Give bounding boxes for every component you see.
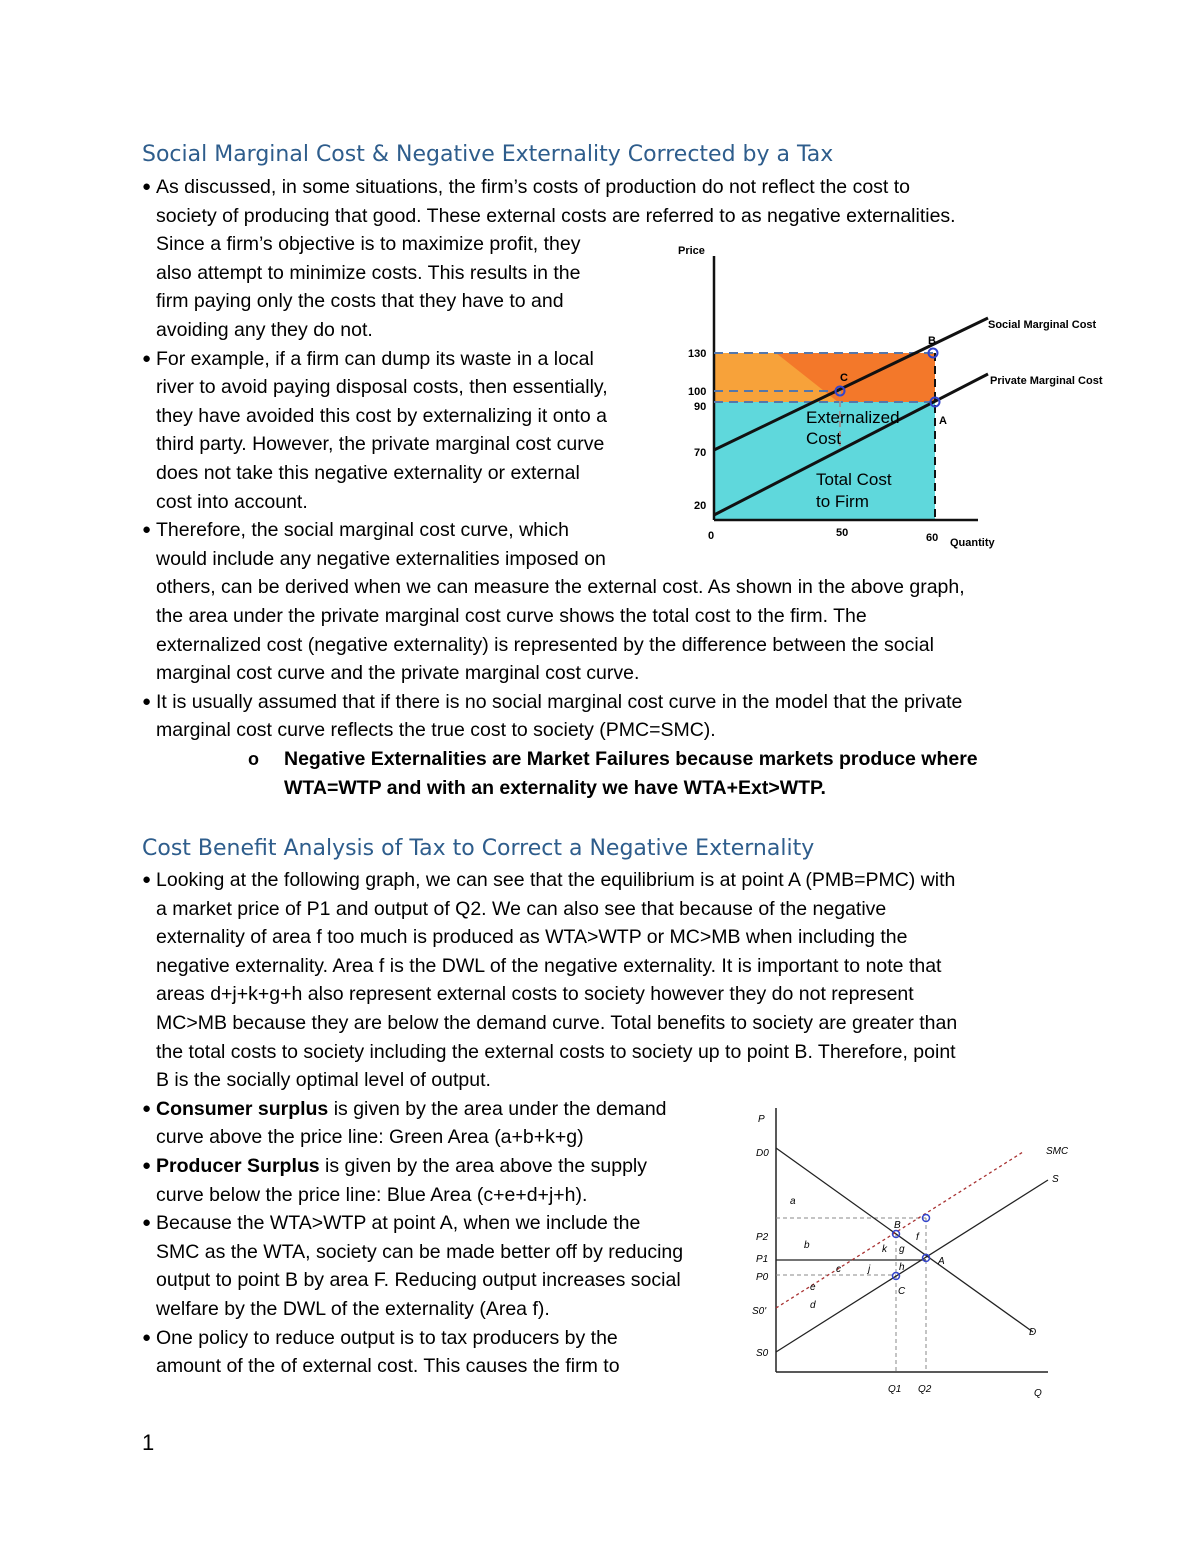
area-d-label: d — [810, 1300, 816, 1311]
paragraph-line: Since a firm’s objective is to maximize profit, they — [156, 233, 581, 256]
paragraph-line: It is usually assumed that if there is no social marginal cost curve in the model that the private — [156, 690, 963, 713]
paragraph-line: does not take this negative externality or external — [156, 462, 580, 484]
point-a-label: A — [938, 1256, 945, 1267]
paragraph-line: curve below the price line: Blue Area (c+e+d+j+h). — [156, 1183, 588, 1206]
paragraph-line: MC>MB because they are below the demand curve. Total benefits to society are greater than — [156, 1012, 958, 1034]
producer-surplus-line — [156, 1152, 647, 1181]
x-axis-label: Q — [1034, 1388, 1042, 1399]
area-e-label: e — [810, 1282, 816, 1293]
tax-correction-graph — [748, 1100, 1068, 1400]
paragraph-line: externalized cost (negative externality) is represented by the difference between the social — [156, 633, 934, 656]
section-heading-cost-benefit: Cost Benefit Analysis of Tax to Correct a Negative Externality — [142, 836, 815, 861]
bullet-icon: ● — [142, 521, 152, 539]
paragraph-line: society of producing that good. These external costs are referred to as negative externalities. — [156, 204, 956, 227]
total-cost-label-1: Total Cost — [816, 470, 892, 489]
y-tick-s0-prime: S0' — [752, 1306, 767, 1317]
paragraph-line: welfare by the DWL of the externality (Area f). — [156, 1298, 550, 1320]
x-tick-q1: Q1 — [888, 1384, 902, 1395]
y-tick-20: 20 — [694, 500, 707, 512]
bold-sub-line: Negative Externalities are Market Failures because markets produce where — [284, 748, 978, 770]
area-h-label: h — [899, 1262, 905, 1273]
supply-curve — [776, 1180, 1048, 1352]
pmc-curve-label: Private Marginal Cost — [990, 375, 1103, 387]
bullet-icon: ● — [142, 692, 152, 710]
paragraph-line: areas d+j+k+g+h also represent external costs to society however they do not represent — [156, 983, 914, 1006]
total-cost-label-2: to Firm — [816, 492, 869, 511]
paragraph-line: externality of area f too much is produced as WTA>WTP or MC>MB when including the — [156, 926, 908, 949]
paragraph-line: negative externality. Area f is the DWL of the negative externality. It is important to note that — [156, 954, 942, 977]
bullet-icon: ● — [142, 1214, 152, 1232]
demand-curve-label: D — [1029, 1327, 1037, 1338]
x-tick-q2: Q2 — [918, 1384, 932, 1395]
paragraph-line: river to avoid paying disposal costs, then essentially, — [156, 376, 608, 399]
paragraph-line: marginal cost curve and the private marginal cost curve. — [156, 662, 640, 685]
area-b-label: b — [804, 1240, 810, 1251]
paragraph-line: also attempt to minimize costs. This results in the — [156, 261, 581, 284]
paragraph-line: the total costs to society including the external costs to society up to point B. Therefore, point — [156, 1040, 956, 1063]
paragraph-line: they have avoided this cost by externalizing it onto a — [156, 404, 607, 427]
paragraph-line: As discussed, in some situations, the firm’s costs of production do not reflect the cost to — [156, 176, 911, 198]
bullet-icon: ● — [142, 1099, 152, 1117]
point-c-label: C — [898, 1286, 906, 1297]
consumer-surplus-text: is given by the area under the demand — [328, 1097, 667, 1120]
paragraph-line: One policy to reduce output is to tax producers by the — [156, 1326, 618, 1349]
area-a-label: a — [790, 1196, 796, 1207]
y-axis-label: P — [758, 1114, 765, 1125]
paragraph-line: output to point B by area F. Reducing output increases social — [156, 1269, 681, 1292]
bullet-icon: ● — [142, 349, 152, 367]
bullet-icon: ● — [142, 871, 152, 888]
paragraph-line: third party. However, the private marginal cost curve — [156, 433, 605, 456]
y-tick-p2: P2 — [756, 1232, 769, 1243]
paragraph-line: Because the WTA>WTP at point A, when we include the — [156, 1212, 641, 1235]
paragraph-line: others, can be derived when we can measure the external cost. As shown in the above graph, — [156, 576, 965, 599]
bullet-icon: ● — [142, 1157, 152, 1174]
point-c-label: C — [840, 372, 848, 384]
point-b-label: B — [894, 1220, 901, 1231]
paragraph-line: cost into account. — [156, 490, 308, 513]
paragraph-line: For example, if a firm can dump its waste in a local — [156, 347, 594, 370]
externalized-cost-label-1: Externalized — [806, 408, 900, 427]
producer-surplus-text: is given by the area above the supply — [319, 1155, 648, 1177]
y-tick-130: 130 — [688, 348, 707, 360]
consumer-surplus-line — [156, 1095, 667, 1124]
bold-sub-line: WTA=WTP and with an externality we have WTA+Ext>WTP. — [284, 776, 826, 799]
bullet-icon: ● — [142, 178, 152, 195]
consumer-surplus-term: Consumer surplus — [156, 1097, 329, 1120]
sub-bullet-marker: o — [248, 749, 259, 769]
area-j-label: j — [868, 1264, 871, 1275]
page-number: 1 — [142, 1430, 155, 1455]
y-tick-p1: P1 — [756, 1254, 769, 1265]
y-tick-100: 100 — [688, 386, 707, 398]
y-tick-p0: P0 — [756, 1272, 769, 1283]
y-tick-90: 90 — [694, 401, 707, 413]
area-g-label: g — [899, 1244, 905, 1255]
paragraph-line: avoiding any they do not. — [156, 319, 373, 341]
area-k-label: k — [882, 1244, 887, 1255]
supply-curve-label: S — [1052, 1174, 1059, 1185]
point-a-label: A — [939, 415, 947, 427]
point-b-label: B — [928, 335, 936, 347]
paragraph-line: a market price of P1 and output of Q2. We can also see that because of the negative — [156, 897, 887, 920]
externality-cost-graph — [668, 236, 1118, 556]
section-heading-social-marginal-cost: Social Marginal Cost & Negative Externality Corrected by a Tax — [142, 142, 834, 167]
x-tick-50: 50 — [836, 527, 849, 539]
y-tick-s0: S0 — [756, 1348, 769, 1359]
smc-curve-label: Social Marginal Cost — [988, 319, 1097, 331]
y-axis-label: Price — [678, 245, 705, 257]
area-f-label: f — [916, 1232, 919, 1243]
x-tick-60: 60 — [926, 532, 939, 544]
smc-curve-label: SMC — [1046, 1146, 1068, 1157]
paragraph-line: Looking at the following graph, we can see that the equilibrium is at point A (PMB=PMC) with — [156, 869, 956, 891]
x-tick-0: 0 — [708, 530, 715, 542]
paragraph-line: amount of the of external cost. This causes the firm to — [156, 1355, 620, 1378]
externalized-cost-label-2: Cost — [806, 429, 841, 448]
paragraph-line: curve above the price line: Green Area (a+b+k+g) — [156, 1126, 584, 1149]
x-axis-label: Quantity — [950, 537, 995, 549]
paragraph-line: would include any negative externalities imposed on — [156, 547, 606, 570]
paragraph-line: B is the socially optimal level of output. — [156, 1069, 491, 1092]
paragraph-line: firm paying only the costs that they have to and — [156, 290, 564, 313]
area-c-label: c — [836, 1264, 841, 1275]
paragraph-line: SMC as the WTA, society can be made better off by reducing — [156, 1240, 684, 1263]
producer-surplus-term: Producer Surplus — [156, 1155, 320, 1177]
y-tick-70: 70 — [694, 447, 707, 459]
paragraph-line: the area under the private marginal cost curve shows the total cost to the firm. The — [156, 605, 867, 627]
paragraph-line: marginal cost curve reflects the true cost to society (PMC=SMC). — [156, 719, 716, 742]
paragraph-line: Therefore, the social marginal cost curve, which — [156, 519, 569, 542]
bullet-icon: ● — [142, 1328, 152, 1346]
y-tick-d0: D0 — [756, 1148, 769, 1159]
